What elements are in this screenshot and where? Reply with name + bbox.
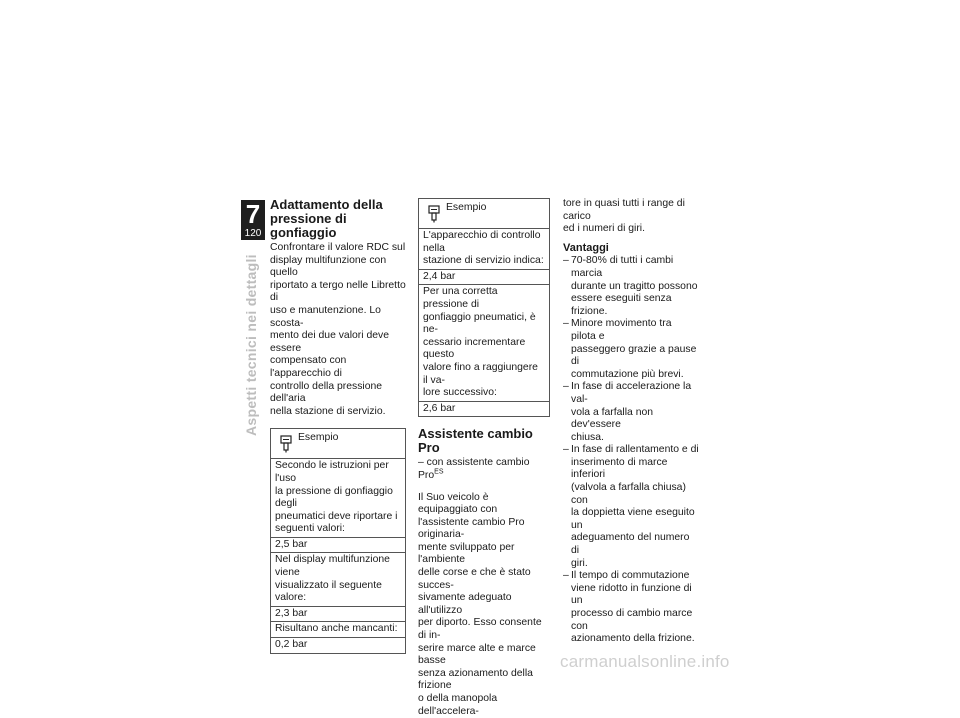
chapter-side-label: Aspetti tecnici nei dettagli — [243, 254, 259, 436]
example-title: Esempio — [298, 432, 338, 445]
example-box — [270, 428, 406, 653]
gauge-tool-icon — [427, 205, 441, 223]
pressure-paragraph: Confrontare il valore RDC sul display multifunzione con quello riportato a tergo nelle Libretto di uso e manutenzione. Lo scosta- mento dei due valori deve essere compensato con l'apparecchio di controllo della pressione dell'aria nella stazione di servizio. — [270, 242, 406, 418]
shift-assist-paragraph: Il Suo veicolo è equipaggiato con l'assistente cambio Pro originaria- mente sviluppato per l'ambiente delle corse e che è stato succes- sivamente adeguato all'utilizzo per diporto. Esso consente di in- serire marce alte e marce basse senza azionamento della frizione o della manopola dell'accelera- — [418, 492, 550, 718]
watermark: carmanualsonline.info — [560, 652, 730, 672]
advantages-heading: Vantaggi — [563, 242, 699, 255]
continued-paragraph: tore in quasi tutti i range di carico ed i numeri di giri. — [563, 198, 699, 236]
gauge-tool-icon — [279, 435, 293, 453]
example-row: Secondo le istruzioni per l'uso la pressione di gonfiaggio degli pneumatici deve riportare i seguenti valori: — [271, 459, 405, 538]
section-heading-shift-assist: Assistente cambio Pro — [418, 427, 550, 455]
column-3 — [563, 198, 699, 646]
example-row: 2,3 bar — [271, 607, 405, 623]
advantage-item: – Minore movimento tra pilota e passeggero grazie a pause di commutazione più brevi. — [563, 318, 699, 381]
example-title: Esempio — [446, 202, 486, 215]
chapter-number: 7 — [241, 200, 265, 228]
example-row: 0,2 bar — [271, 638, 405, 653]
section-heading-pressure — [270, 198, 406, 240]
example-box — [418, 198, 550, 417]
example-header — [419, 199, 549, 229]
example-row: L'apparecchio di controllo nella stazione di servizio indica: — [419, 229, 549, 270]
heading-line: pressione di gonfiaggio — [270, 211, 347, 240]
advantage-item: – In fase di rallentamento e di inserimento di marce inferiori (valvola a farfalla chiusa) con la doppietta viene eseguito un adeguamento del numero di giri. — [563, 444, 699, 570]
heading-line: Adattamento della — [270, 197, 383, 212]
option-note: – con assistente cambio Pro$^{ES}$ — [418, 457, 550, 482]
example-row: Per una corretta pressione di gonfiaggio pneumatici, è ne- cessario incrementare questo valore fino a raggiungere il va- lore successivo: — [419, 285, 549, 401]
example-row: Nel display multifunzione viene visualizzato il seguente valore: — [271, 553, 405, 606]
advantage-item: – In fase di accelerazione la val- vola a farfalla non dev'essere chiusa. — [563, 381, 699, 444]
advantage-item: – Il tempo di commutazione viene ridotto in funzione di un processo di cambio marce con azionamento della frizione. — [563, 570, 699, 646]
example-row: 2,4 bar — [419, 270, 549, 286]
column-2 — [418, 198, 550, 718]
chapter-tab — [241, 200, 265, 240]
example-row: Risultano anche mancanti: — [271, 622, 405, 638]
advantage-item: – 70-80% di tutti i cambi marcia durante un tragitto possono essere eseguiti senza frizione. — [563, 255, 699, 318]
option-code: ES — [434, 468, 443, 475]
example-row: 2,6 bar — [419, 402, 549, 417]
example-row: 2,5 bar — [271, 538, 405, 554]
example-header — [271, 429, 405, 459]
column-1 — [270, 198, 406, 654]
page-number: 120 — [241, 229, 265, 239]
